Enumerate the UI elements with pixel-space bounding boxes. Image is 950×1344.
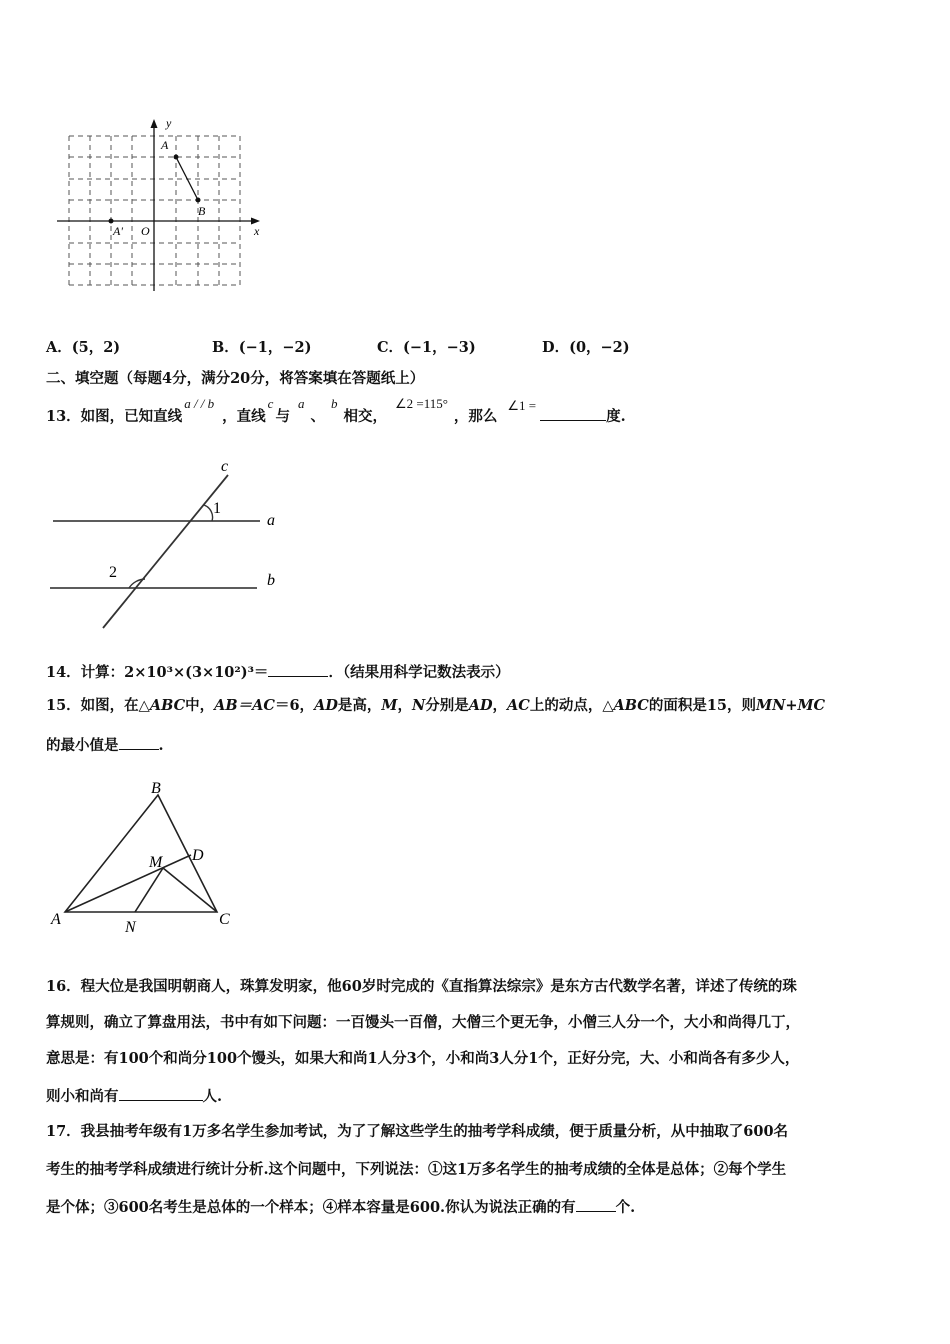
q15-text-7: ， (492, 697, 508, 714)
fig13-label-c: c (221, 458, 229, 475)
point-a-prime (109, 219, 114, 224)
segment-mc (163, 868, 217, 912)
q14-answer-blank[interactable] (268, 662, 328, 677)
question-15-line-1 (46, 696, 825, 716)
section-heading: 二、填空题（每题4分，满分20分，将答案填在答题纸上） (46, 370, 425, 387)
q13-text-3: 与 (275, 408, 290, 425)
fig15-label-c: C (219, 911, 230, 928)
axes (57, 119, 260, 291)
q16-text-1: 则小和尚有 (46, 1088, 119, 1105)
q16-text-2: 人. (202, 1088, 223, 1105)
option-c-value: (−1，−3) (403, 339, 476, 356)
option-d-letter: D． (542, 339, 570, 356)
q15-text-10: 的最小值是 (46, 737, 119, 754)
q15-text-9: 的面积是15，则 (648, 697, 757, 714)
question-17-line-3 (46, 1197, 635, 1218)
fig13-label-1: 1 (213, 500, 221, 517)
q15-ac: AC (507, 697, 530, 714)
option-a-letter: A． (46, 339, 72, 356)
q13-text-6: ，那么 (453, 408, 498, 425)
q15-ad-2: AD (468, 697, 493, 714)
label-x: x (254, 224, 260, 238)
q15-ad: AD (314, 697, 338, 714)
q14-text-2: ．（结果用科学记数法表示） (328, 664, 510, 681)
point-a (174, 155, 179, 160)
option-b-letter: B． (212, 339, 239, 356)
q15-m: M (381, 697, 398, 714)
fig15-label-d: D (192, 847, 204, 864)
option-c-letter: C． (377, 339, 404, 356)
option-a (46, 336, 120, 357)
coordinate-grid-figure (55, 115, 270, 295)
q15-answer-blank[interactable] (119, 735, 159, 750)
q13-text-1: 13．如图，已知直线 (46, 408, 183, 425)
q17-answer-blank[interactable] (576, 1197, 616, 1212)
fig13-label-2: 2 (109, 564, 117, 581)
q14-text-1: 14．计算：2×10³×(3×10²)³＝ (46, 664, 269, 681)
option-c (377, 336, 476, 357)
option-a-value: (5，2) (71, 339, 121, 356)
q13-parallel: a / / b (184, 396, 215, 411)
parallel-lines-figure (45, 455, 290, 635)
question-15-line-2 (46, 735, 164, 756)
q13-answer-blank[interactable] (540, 406, 606, 421)
q15-text-3: ＝6， (274, 697, 315, 714)
q13-line-b: b (330, 396, 338, 411)
q13-line-a: a (297, 396, 305, 411)
q15-text-8: 上的动点，△ (529, 697, 614, 714)
segment-ad (65, 855, 191, 912)
fig15-label-b: B (151, 780, 161, 797)
fig15-label-n: N (125, 919, 136, 936)
question-16-line-3: 意思是：有100个和尚分100个馒头，如果大和尚1人分3个，小和尚3人分1个，正好分完，大、小和尚各有多少人， (46, 1050, 800, 1067)
question-16-line-2: 算规则，确立了算盘用法，书中有如下问题：一百馒头一百僧，大僧三个更无争，小僧三人分一个，大小和尚得几丁， (46, 1014, 800, 1031)
fig15-label-a: A (51, 911, 61, 928)
label-b: B (198, 204, 206, 218)
q13-angle-1: ∠1 = (507, 398, 537, 413)
angle-1-arc (204, 505, 213, 521)
question-14 (46, 662, 510, 683)
option-d-value: (0，−2) (569, 339, 630, 356)
option-b (212, 336, 311, 357)
q13-text-4: 、 (310, 408, 325, 425)
line-c (103, 475, 228, 628)
q15-abc-2: ABC (613, 697, 649, 714)
q15-ab-ac: AB＝AC (214, 697, 275, 714)
q13-line-c: c (267, 396, 274, 411)
q13-text-7: 度. (606, 408, 626, 425)
fig13-label-a: a (267, 512, 275, 529)
q15-n: N (411, 697, 426, 714)
q15-abc: ABC (149, 697, 186, 714)
option-b-value: (−1，−2) (238, 339, 312, 356)
q15-text-2: 中， (185, 697, 215, 714)
label-y: y (166, 116, 172, 130)
q13-text-5: 相交， (343, 408, 387, 425)
question-16-line-4 (46, 1086, 222, 1107)
label-origin: O (141, 224, 150, 238)
q17-text-2: 个. (615, 1199, 636, 1216)
point-b (196, 198, 201, 203)
fig13-label-b: b (267, 572, 275, 589)
question-13 (46, 396, 626, 427)
q15-text-5: ， (397, 697, 412, 714)
label-a-prime: A' (113, 224, 123, 238)
q17-text-1: 是个体；③600名考生是总体的一个样本；④样本容量是600.你认为说法正确的有 (46, 1199, 576, 1216)
option-d (542, 336, 630, 357)
q13-angle-2: ∠2 =115° (394, 396, 448, 411)
fig15-label-m: M (149, 854, 163, 871)
q15-mn-mc: MN+MC (756, 697, 826, 714)
q16-answer-blank[interactable] (119, 1086, 203, 1101)
q15-text-6: 分别是 (425, 697, 469, 714)
question-17-line-1: 17．我县抽考年级有1万多名学生参加考试，为了了解这些学生的抽考学科成绩，便于质量分析，从中抽取了600名 (46, 1123, 789, 1140)
q15-text-4: 是高， (337, 697, 382, 714)
question-16-line-1: 16．程大位是我国明朝商人，珠算发明家，他60岁时完成的《直指算法综宗》是东方古代数学名著，详述了传统的珠 (46, 978, 797, 995)
triangle-figure (45, 775, 245, 940)
q15-text-11: . (158, 737, 164, 754)
label-a: A (161, 138, 169, 152)
q13-text-2: ，直线 (222, 408, 266, 425)
question-17-line-2: 考生的抽考学科成绩进行统计分析.这个问题中，下列说法：①这1万多名学生的抽考成绩的全体是总体；②每个学生 (46, 1161, 787, 1178)
q15-text-1: 15．如图，在△ (46, 697, 150, 714)
